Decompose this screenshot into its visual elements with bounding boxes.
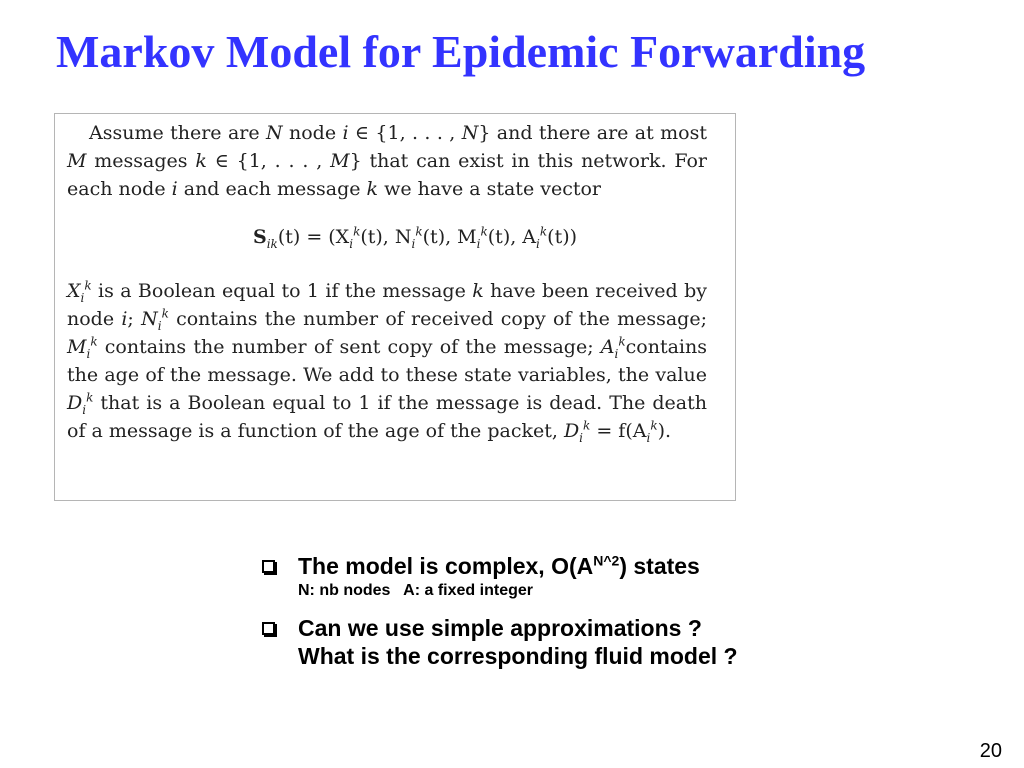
- slide-title: Markov Model for Epidemic Forwarding: [56, 26, 866, 77]
- bullet-main-text: The model is complex, $O(A^{N\^{}2})$ states: [298, 552, 700, 579]
- excerpt-paragraph-1: Assume there are N node i ∈ {1, . . . , N} and there are at most M messages k ∈ {1, . . . , M} that can exist in this network. For each node i and each message k we have a state vector: [67, 122, 708, 200]
- state-vector-equation: $S_{ik}(t) = (X_i^k(t)$, $N_i^k(t)$, $M_i^k(t)$, $A_i^k(t)$): [252, 224, 578, 251]
- bullet-sub-text: N: nb nodes A: a fixed integer: [298, 582, 533, 599]
- bullet-main-text-line-2: What is the corresponding fluid model ?: [298, 643, 738, 669]
- page-number: 20: [979, 740, 1002, 762]
- bullet-item-approximations: [258, 614, 958, 670]
- checkbox-bullet-icon: [262, 560, 275, 573]
- bullet-main-text: Can we use simple approximations ?: [298, 615, 702, 641]
- bullet-list: [258, 552, 958, 670]
- bullet-item-complexity: [258, 552, 958, 602]
- excerpt-paragraph-2: $X_i^k$ is a Boolean equal to 1 if the message k have been received by node i; $N_i^k$ contains the number of received copy of the message; $M_i^k$ contains the number of sent copy of the message; $A_i^kcontains$ the age of the message. We add to these state variables, the value $D_i^k$ that is a Boolean equal to 1 if the message is dead. The death of a message is a function of the age of the packet, $D_i^k = f(A_i^k)$.: [67, 278, 707, 445]
- paper-excerpt: [54, 113, 736, 501]
- checkbox-bullet-icon: [262, 622, 275, 635]
